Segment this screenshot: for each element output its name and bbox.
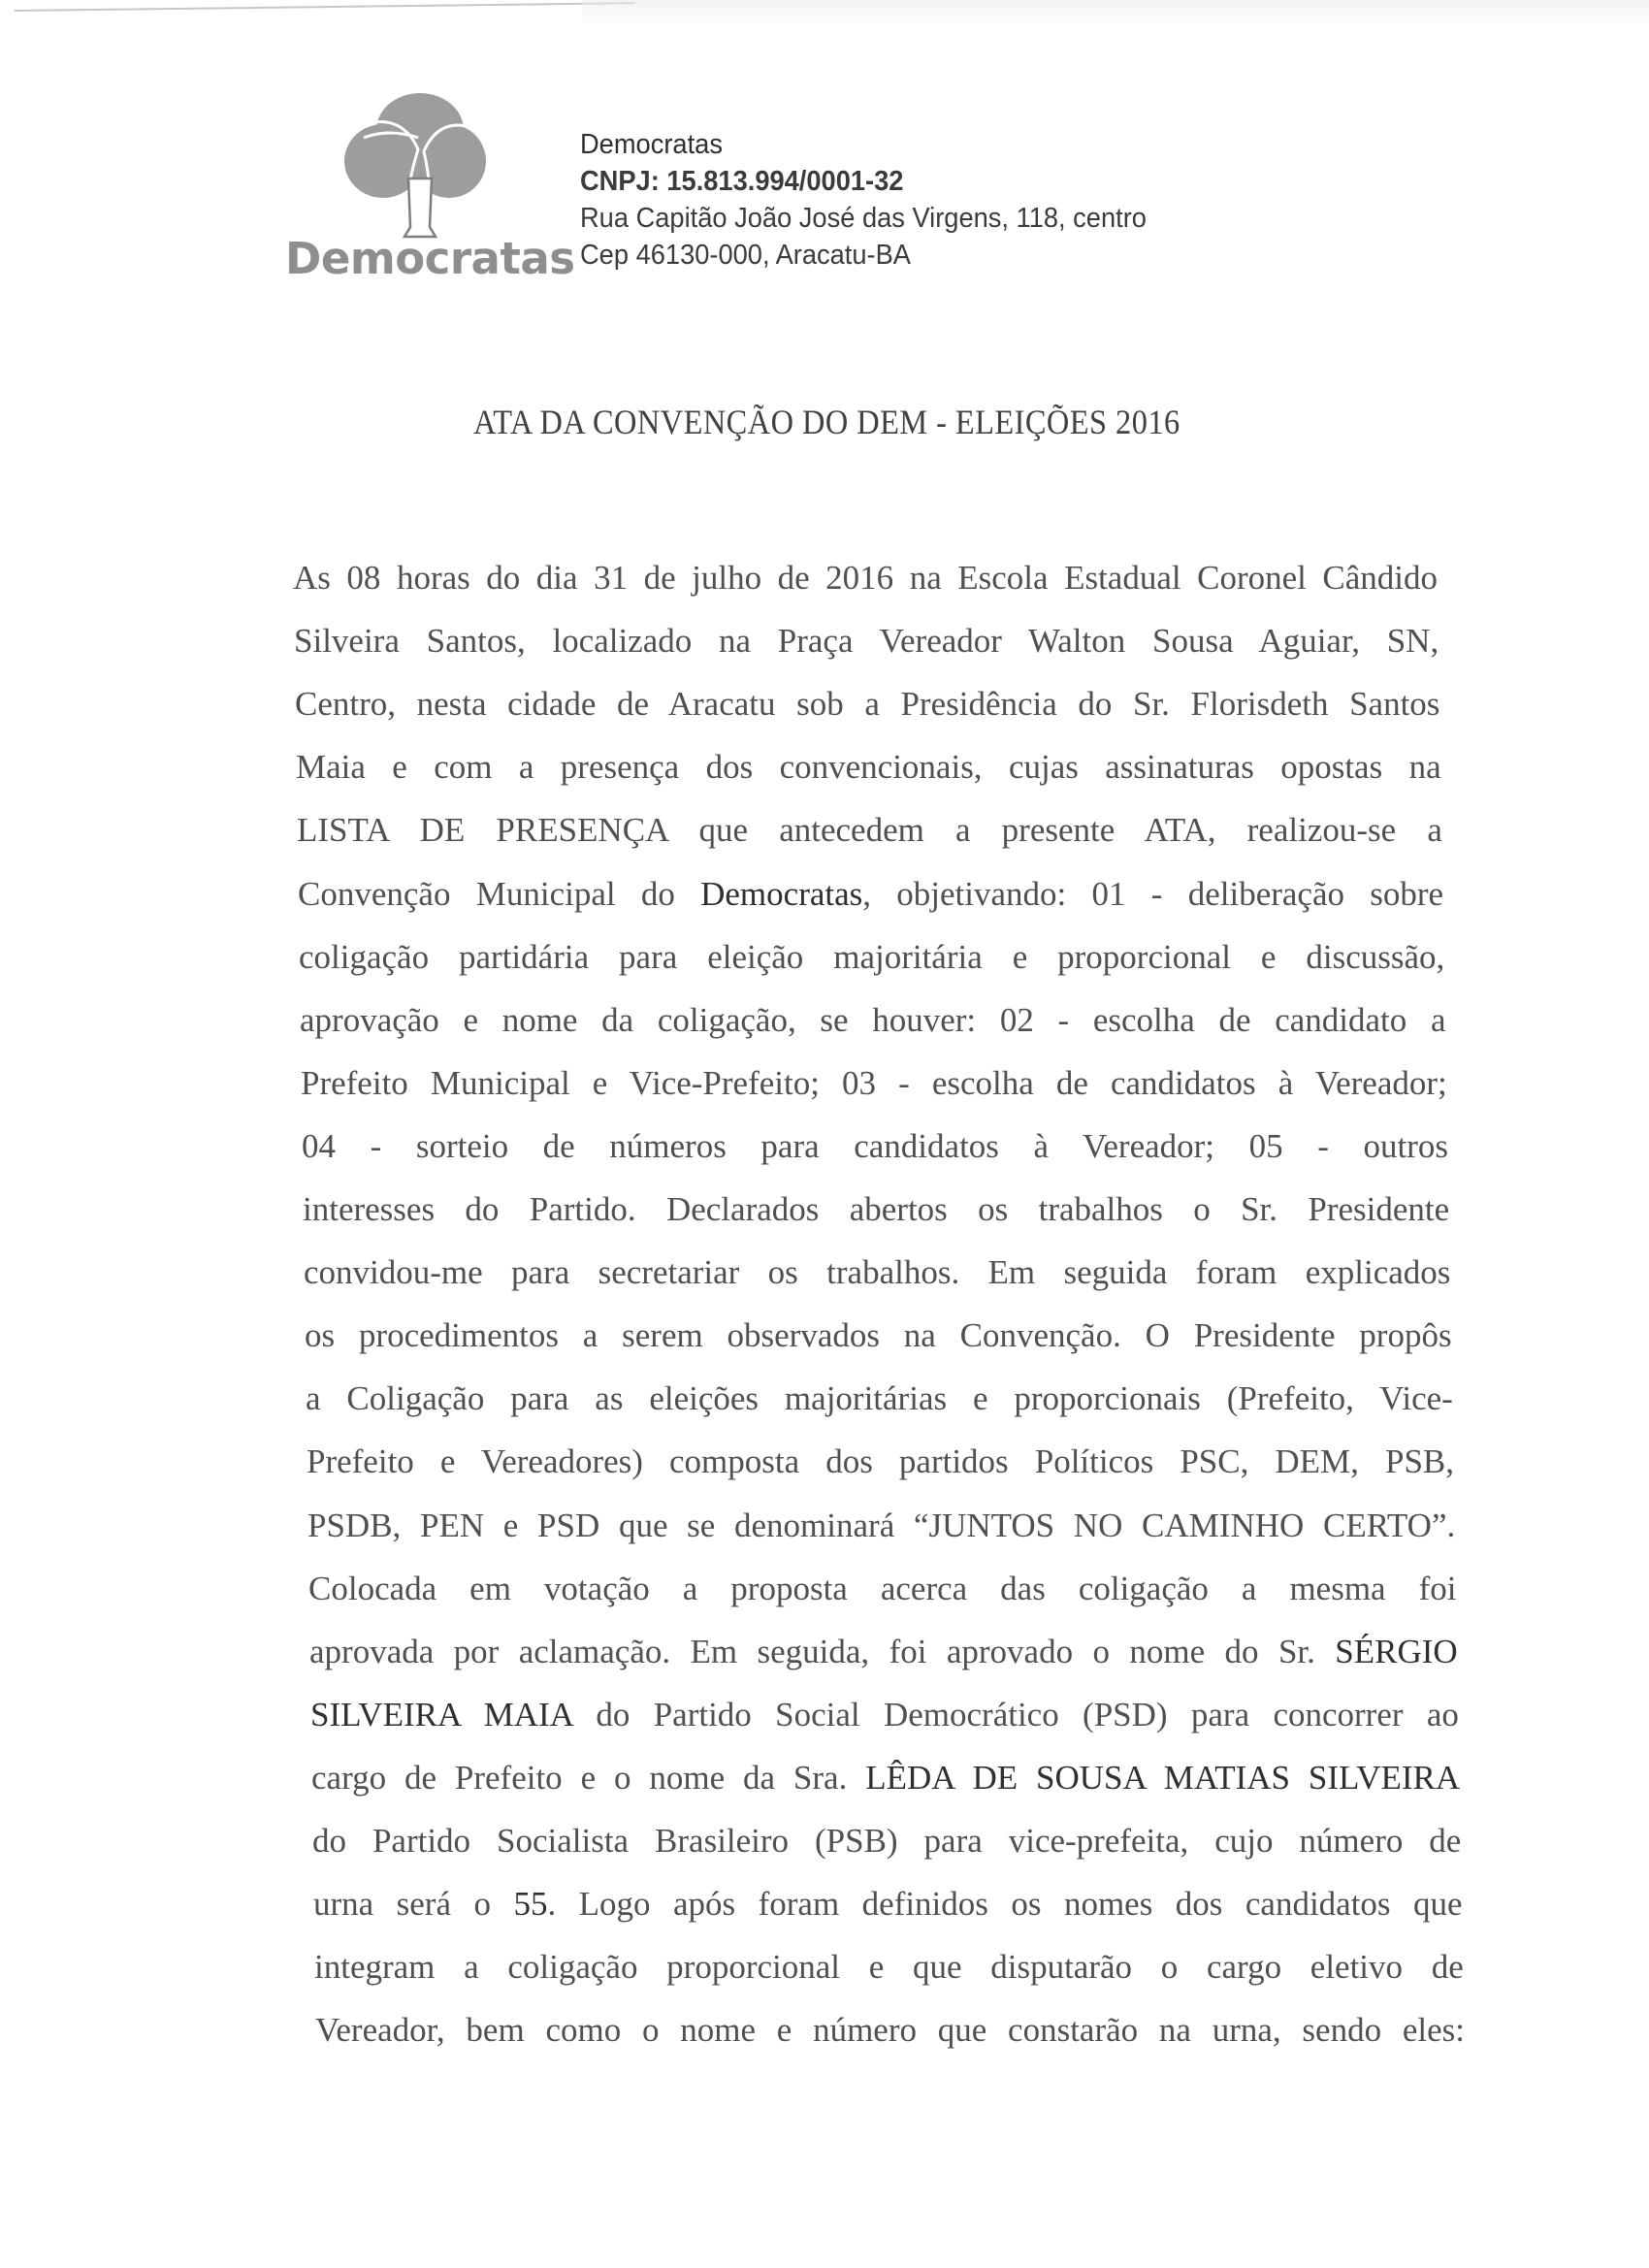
body-text-segment: PSDB, PEN e PSD que se denominará “JUNTOS NO CAMINHO CERTO”. bbox=[307, 1506, 1456, 1544]
body-emphasis-text: 55 bbox=[513, 1885, 548, 1924]
body-line bbox=[308, 1565, 1456, 1613]
body-text-segment: Convenção Municipal do bbox=[298, 874, 701, 913]
body-text-segment: Prefeito e Vereadores) composta dos partidos Políticos PSC, DEM, PSB, bbox=[307, 1442, 1455, 1481]
body-line bbox=[299, 933, 1444, 982]
body-text-segment: do Partido Socialista Brasileiro (PSB) para vice-prefeita, cujo número de bbox=[312, 1822, 1462, 1860]
body-emphasis-text: Democratas bbox=[700, 874, 863, 913]
body-text-segment: Prefeito Municipal e Vice-Prefeito; 03 - escolha de candidatos à Vereador; bbox=[301, 1063, 1447, 1102]
body-text-segment: Maia e com a presença dos convencionais, cujas assinaturas opostas na bbox=[296, 748, 1441, 787]
body-text-segment: aprovação e nome da coligação, se houver: 02 - escolha de candidato a bbox=[300, 1000, 1446, 1039]
body-text-segment: interesses do Partido. Declarados abertos os trabalhos o Sr. Presidente bbox=[303, 1190, 1450, 1228]
body-line bbox=[293, 554, 1438, 602]
body-text-segment: aprovada por aclamação. Em seguida, foi aprovado o nome do Sr. bbox=[309, 1632, 1336, 1670]
body-text-segment: Vereador, bem como o nome e número que constarão na urna, sendo eles: bbox=[315, 2011, 1465, 2050]
body-text-segment: Colocada em votação a proposta acerca das coligação a mesma foi bbox=[308, 1569, 1457, 1607]
body-line bbox=[295, 680, 1439, 729]
body-text-segment: As 08 horas do dia 31 de julho de 2016 na Escola Estadual Coronel Cândido bbox=[293, 559, 1438, 597]
body-text-segment: coligação partidária para eleição majoritária e proporcional e discussão, bbox=[299, 937, 1445, 976]
body-line bbox=[311, 1754, 1460, 1802]
organization-cnpj: CNPJ: 15.813.994/0001-32 bbox=[580, 166, 904, 197]
body-line bbox=[310, 1691, 1459, 1739]
body-line bbox=[309, 1628, 1458, 1676]
body-line bbox=[315, 2006, 1465, 2055]
body-line bbox=[307, 1502, 1455, 1550]
organization-address: Rua Capitão João José das Virgens, 118, centro bbox=[580, 203, 1147, 234]
body-line bbox=[307, 1438, 1454, 1486]
body-text-segment: urna será o bbox=[313, 1885, 514, 1924]
body-text-segment: a Coligação para as eleições majoritárias e proporcionais (Prefeito, Vice- bbox=[306, 1379, 1453, 1418]
organization-postal: Cep 46130-000, Aracatu-BA bbox=[580, 240, 911, 271]
document-title: ATA DA CONVENÇÃO DO DEM - ELEIÇÕES 2016 bbox=[473, 403, 1180, 441]
body-text-segment: 04 - sorteio de números para candidatos à Vereador; 05 - outros bbox=[302, 1126, 1448, 1165]
body-line bbox=[306, 1375, 1453, 1423]
body-emphasis-text: SÉRGIO bbox=[1335, 1632, 1458, 1670]
body-line bbox=[304, 1248, 1450, 1297]
body-line bbox=[300, 996, 1446, 1045]
body-line bbox=[294, 617, 1439, 665]
body-text-segment: cargo de Prefeito e o nome da Sra. bbox=[311, 1758, 866, 1797]
body-text-segment: convidou-me para secretariar os trabalhos. Em seguida foram explicados bbox=[304, 1253, 1451, 1292]
body-text-segment: Silveira Santos, localizado na Praça Vereador Walton Sousa Aguiar, SN, bbox=[294, 622, 1439, 661]
body-text-segment: Centro, nesta cidade de Aracatu sob a Presidência do Sr. Florisdeth Santos bbox=[295, 685, 1440, 724]
body-text-segment: , objetivando: 01 - deliberação sobre bbox=[862, 874, 1444, 913]
body-text-segment: do Partido Social Democrático (PSD) para concorrer ao bbox=[572, 1695, 1459, 1733]
body-line bbox=[297, 806, 1442, 855]
body-line bbox=[303, 1185, 1449, 1234]
body-line bbox=[313, 1880, 1463, 1928]
body-line bbox=[302, 1122, 1448, 1171]
body-text-segment: . Logo após foram definidos os nomes dos candidatos que bbox=[547, 1885, 1463, 1924]
organization-name: Democratas bbox=[580, 129, 723, 160]
body-line bbox=[314, 1943, 1464, 1992]
body-text-segment: LISTA DE PRESENÇA que antecedem a presente ATA, realizou-se a bbox=[297, 811, 1442, 850]
body-text-segment: os procedimentos a serem observados na Convenção. O Presidente propôs bbox=[305, 1316, 1452, 1355]
body-emphasis-text: SILVEIRA MAIA bbox=[310, 1695, 573, 1733]
body-line bbox=[305, 1312, 1452, 1360]
body-line bbox=[301, 1059, 1447, 1108]
body-line bbox=[312, 1817, 1461, 1865]
body-line bbox=[296, 743, 1441, 792]
body-emphasis-text: LÊDA DE SOUSA MATIAS SILVEIRA bbox=[865, 1758, 1461, 1797]
body-text-segment: integram a coligação proporcional e que disputarão o cargo eletivo de bbox=[314, 1948, 1464, 1987]
body-line bbox=[298, 870, 1443, 919]
logo-wordmark: Democratas bbox=[285, 233, 575, 284]
